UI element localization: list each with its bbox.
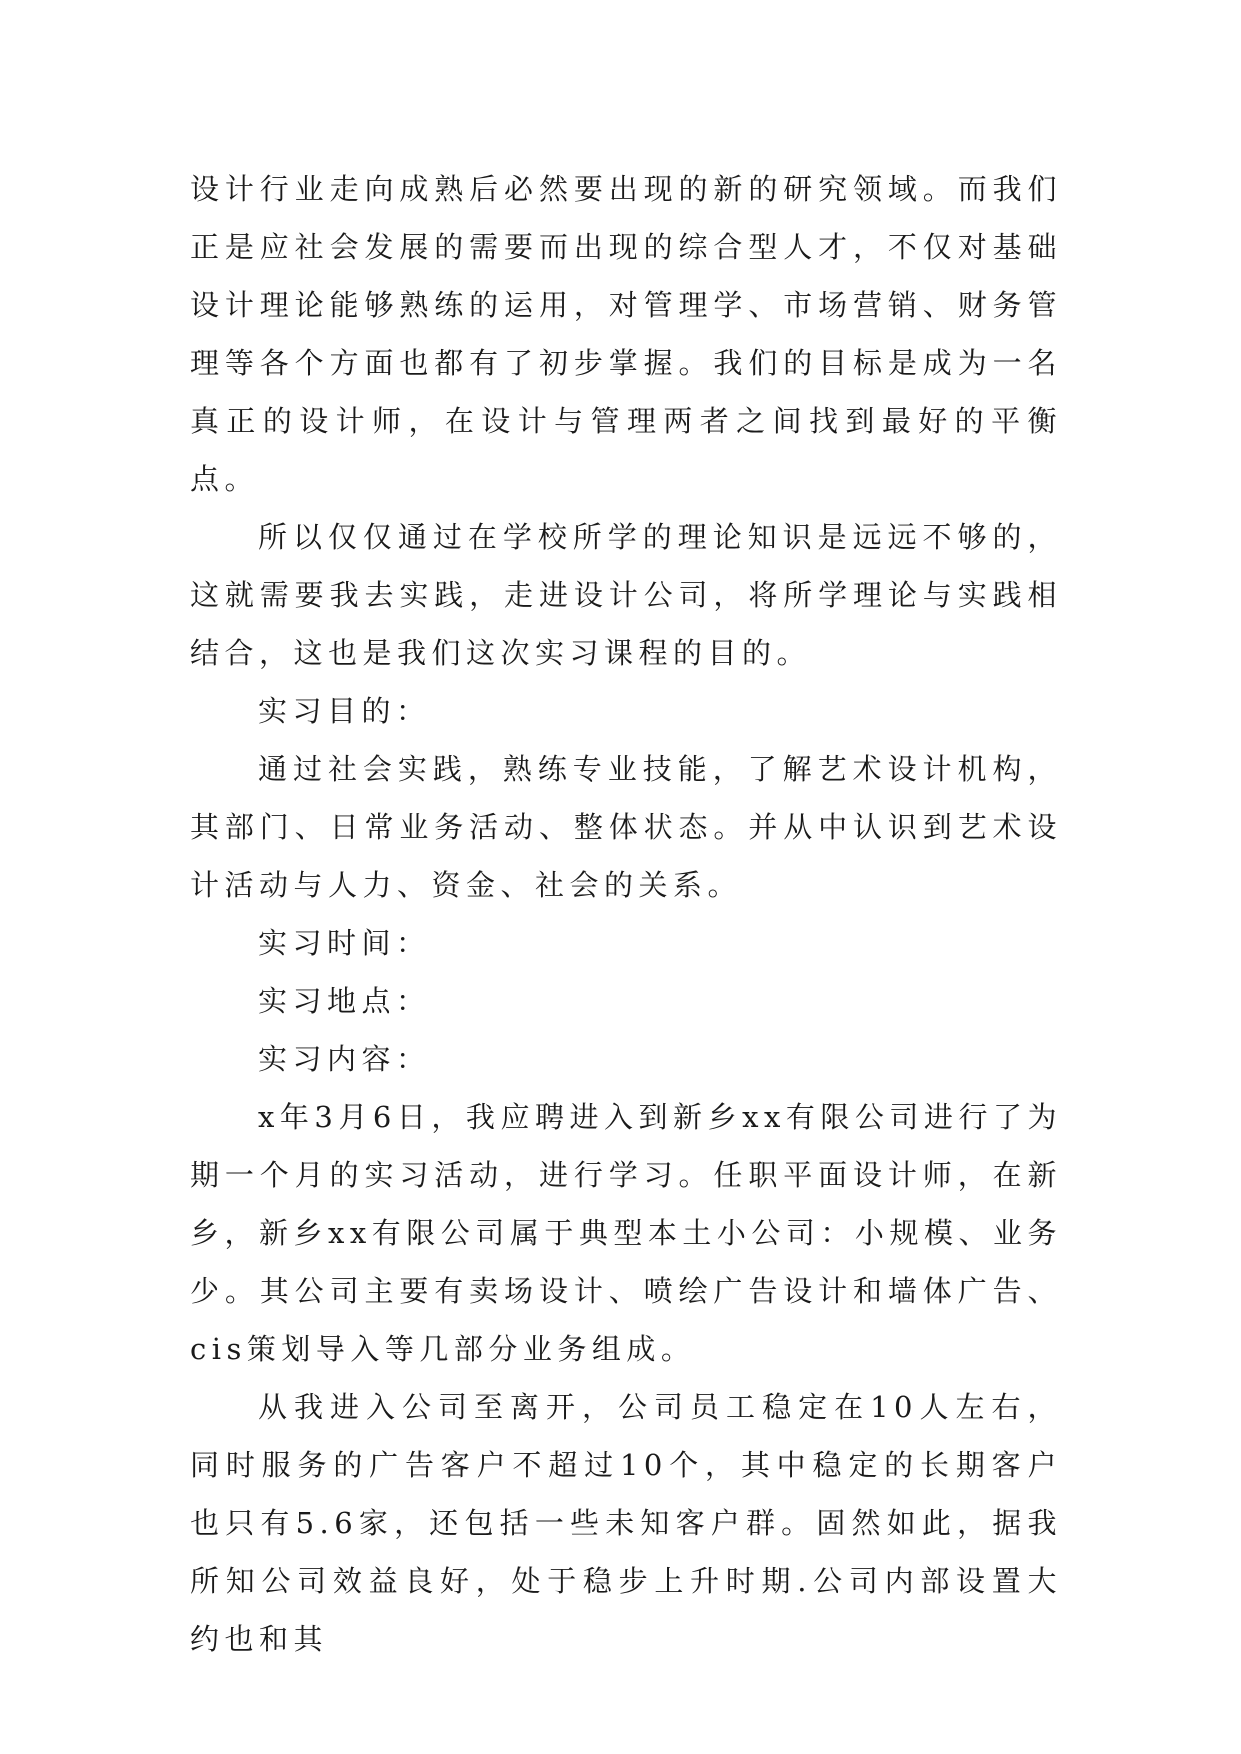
heading-internship-location: 实习地点： [258, 984, 431, 1018]
heading-internship-content: 实习内容： [258, 1042, 431, 1076]
paragraph-internship-purpose: 通过社会实践，熟练专业技能，了解艺术设计机构，其部门、日常业务活动、整体状态。并从中认识到艺术设计活动与人力、资金、社会的关系。 [190, 752, 1062, 902]
paragraph-practice-purpose: 所以仅仅通过在学校所学的理论知识是远远不够的，这就需要我去实践，走进设计公司，将所学理论与实践相结合，这也是我们这次实习课程的目的。 [190, 520, 1062, 670]
paragraph-company-intro: x年3月6日，我应聘进入到新乡xx有限公司进行了为期一个月的实习活动，进行学习。任职平面设计师，在新乡，新乡xx有限公司属于典型本土小公司：小规模、业务少。其公司主要有卖场设计、喷绘广告设计和墙体广告、cis策划导入等几部分业务组成。 [190, 1100, 1062, 1366]
paragraph-company-status: 从我进入公司至离开，公司员工稳定在10人左右，同时服务的广告客户不超过10个，其中稳定的长期客户也只有5.6家，还包括一些未知客户群。固然如此，据我所知公司效益良好，处于稳步上升时期.公司内部设置大约也和其 [190, 1390, 1062, 1656]
document-body [190, 160, 1062, 1668]
heading-internship-purpose: 实习目的： [258, 694, 431, 728]
heading-internship-time: 实习时间： [258, 926, 431, 960]
paragraph-intro: 设计行业走向成熟后必然要出现的新的研究领域。而我们正是应社会发展的需要而出现的综合型人才，不仅对基础设计理论能够熟练的运用，对管理学、市场营销、财务管理等各个方面也都有了初步掌握。我们的目标是成为一名真正的设计师，在设计与管理两者之间找到最好的平衡点。 [190, 172, 1062, 496]
